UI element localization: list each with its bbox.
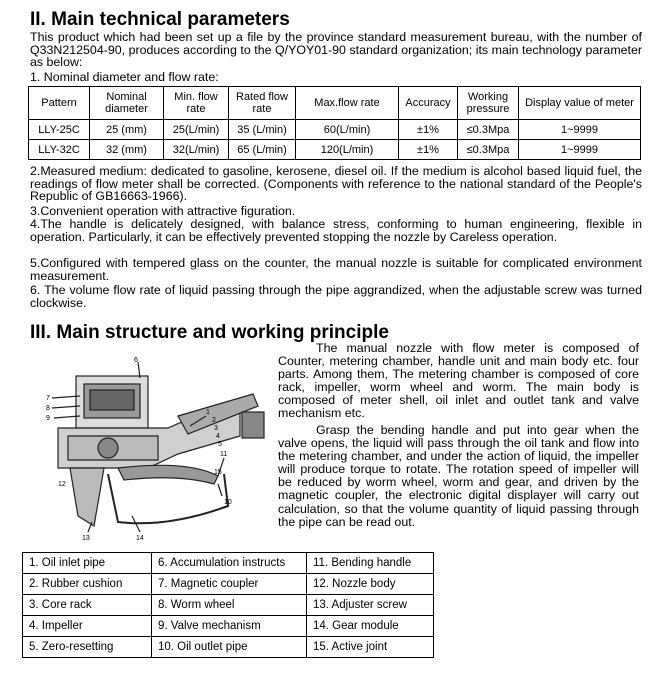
item-4-handle: 4.The handle is delicately designed, with balance stress, conforming to human engineering, flexible in operation. Particularly, it can be effectively prevented stopping the nozzle by Careless operation.: [30, 217, 642, 244]
part-cell: 9. Valve mechanism: [152, 616, 307, 637]
table-cell: LLY-32C: [29, 140, 90, 160]
diagram-label: 8: [46, 405, 50, 412]
diagram-label: 14: [136, 535, 144, 542]
table-cell: LLY-25C: [29, 120, 90, 140]
diagram-label: 1: [206, 409, 210, 416]
part-cell: 1. Oil inlet pipe: [23, 553, 152, 574]
part-cell: 7. Magnetic coupler: [152, 574, 307, 595]
part-cell: 14. Gear module: [307, 616, 434, 637]
diagram-label: 12: [58, 481, 66, 488]
item-6-volume-flow: 6. The volume flow rate of liquid passing through the pipe aggrandized, when the adjustable screw was turned clockwise.: [30, 283, 642, 310]
table-cell: 1~9999: [519, 120, 641, 140]
table-row: [23, 595, 434, 616]
table-cell: 25 (mm): [90, 120, 164, 140]
header-cell: Working pressure: [458, 87, 519, 120]
table-cell: 65 (L/min): [229, 140, 296, 160]
header-cell: Pattern: [29, 87, 90, 120]
parts-legend-table: [22, 552, 434, 658]
header-cell: Accuracy: [399, 87, 458, 120]
header-cell: Display value of meter: [519, 87, 641, 120]
diagram-label: 11: [220, 451, 228, 458]
part-cell: 10. Oil outlet pipe: [152, 637, 307, 658]
item-5-tempered-glass: 5.Configured with tempered glass on the counter, the manual nozzle is suitable for complicated environment measurement.: [30, 256, 642, 283]
table-row: [29, 120, 641, 140]
diagram-label: 13: [82, 535, 90, 542]
table-cell: 1~9999: [519, 140, 641, 160]
table-cell: ≤0.3Mpa: [458, 140, 519, 160]
part-cell: 6. Accumulation instructs: [152, 553, 307, 574]
working-principle-description: Grasp the bending handle and put into gear when the valve opens, the liquid will pass through the oil tank and flow into the metering chamber, and under the action of liquid, the impeller will produce torque to rotate. The rotation speed of impeller will be reduced by worm wheel, worm and gear, and driven by the magnetic coupler, the electronic digital displayer will carry out calculation, so that the volume quantity of liquid passing through the pipe can be read out.: [278, 423, 639, 529]
part-cell: 4. Impeller: [23, 616, 152, 637]
table-cell: 25(L/min): [164, 120, 229, 140]
diagram-label: 2: [212, 417, 216, 424]
table-cell: ±1%: [399, 120, 458, 140]
diagram-label: 3: [214, 425, 218, 432]
diagram-label: 9: [46, 415, 50, 422]
spec-table: [28, 86, 641, 160]
table-cell: 120(L/min): [296, 140, 399, 160]
part-cell: 11. Bending handle: [307, 553, 434, 574]
header-cell: Max.flow rate: [296, 87, 399, 120]
section-3-title: III. Main structure and working principle: [30, 322, 389, 343]
table-cell: 32 (mm): [90, 140, 164, 160]
part-cell: 5. Zero-resetting: [23, 637, 152, 658]
table-row: [23, 574, 434, 595]
diagram-label: 5: [218, 441, 222, 448]
table-cell: 60(L/min): [296, 120, 399, 140]
table-row: [23, 616, 434, 637]
part-cell: 8. Worm wheel: [152, 595, 307, 616]
diagram-label: 6: [134, 357, 138, 364]
table-cell: 32(L/min): [164, 140, 229, 160]
section-2-intro: This product which had been set up a file by the province standard measurement bureau, with the number of Q33N212504-90, produces according to the Q/YOY01-90 standard organization; its main technology parameter as below:: [30, 30, 642, 70]
header-cell: Rated flow rate: [229, 87, 296, 120]
table-cell: ≤0.3Mpa: [458, 120, 519, 140]
part-cell: 3. Core rack: [23, 595, 152, 616]
part-cell: 2. Rubber cushion: [23, 574, 152, 595]
section-2-title: II. Main technical parameters: [30, 9, 290, 30]
part-cell: 15. Active joint: [307, 637, 434, 658]
structure-description: The manual nozzle with flow meter is composed of Counter, metering chamber, handle unit and main body etc. four parts. Among them, The metering chamber is composed of core rack, impeller, worm wheel and worm. The main body is composed of meter shell, oil inlet and outlet tank and valve mechanism etc.: [278, 341, 639, 421]
part-cell: 13. Adjuster screw: [307, 595, 434, 616]
table-row: [23, 553, 434, 574]
table-row: [29, 140, 641, 160]
spec-table-header-row: [29, 87, 641, 120]
table-cell: 35 (L/min): [229, 120, 296, 140]
diagram-label: 15: [214, 469, 222, 476]
item-2-measured-medium: 2.Measured medium: dedicated to gasoline, kerosene, diesel oil. If the medium is alcohol based liquid fuel, the readings of flow meter shall be corrected. (Components with reference to the national standard of the People's Republic of GB16663-1966).: [30, 164, 642, 204]
table-cell: ±1%: [399, 140, 458, 160]
header-cell: Min. flow rate: [164, 87, 229, 120]
diagram-label: 4: [216, 433, 220, 440]
part-cell: 12. Nozzle body: [307, 574, 434, 595]
header-cell: Nominal diameter: [90, 87, 164, 120]
item-3-operation: 3.Convenient operation with attractive figuration.: [30, 204, 296, 218]
nozzle-structure-diagram: [28, 356, 268, 542]
table-row: [23, 637, 434, 658]
diagram-label: 7: [46, 395, 50, 402]
diagram-label: 10: [224, 499, 232, 506]
nominal-diameter-heading: 1. Nominal diameter and flow rate:: [30, 70, 219, 84]
